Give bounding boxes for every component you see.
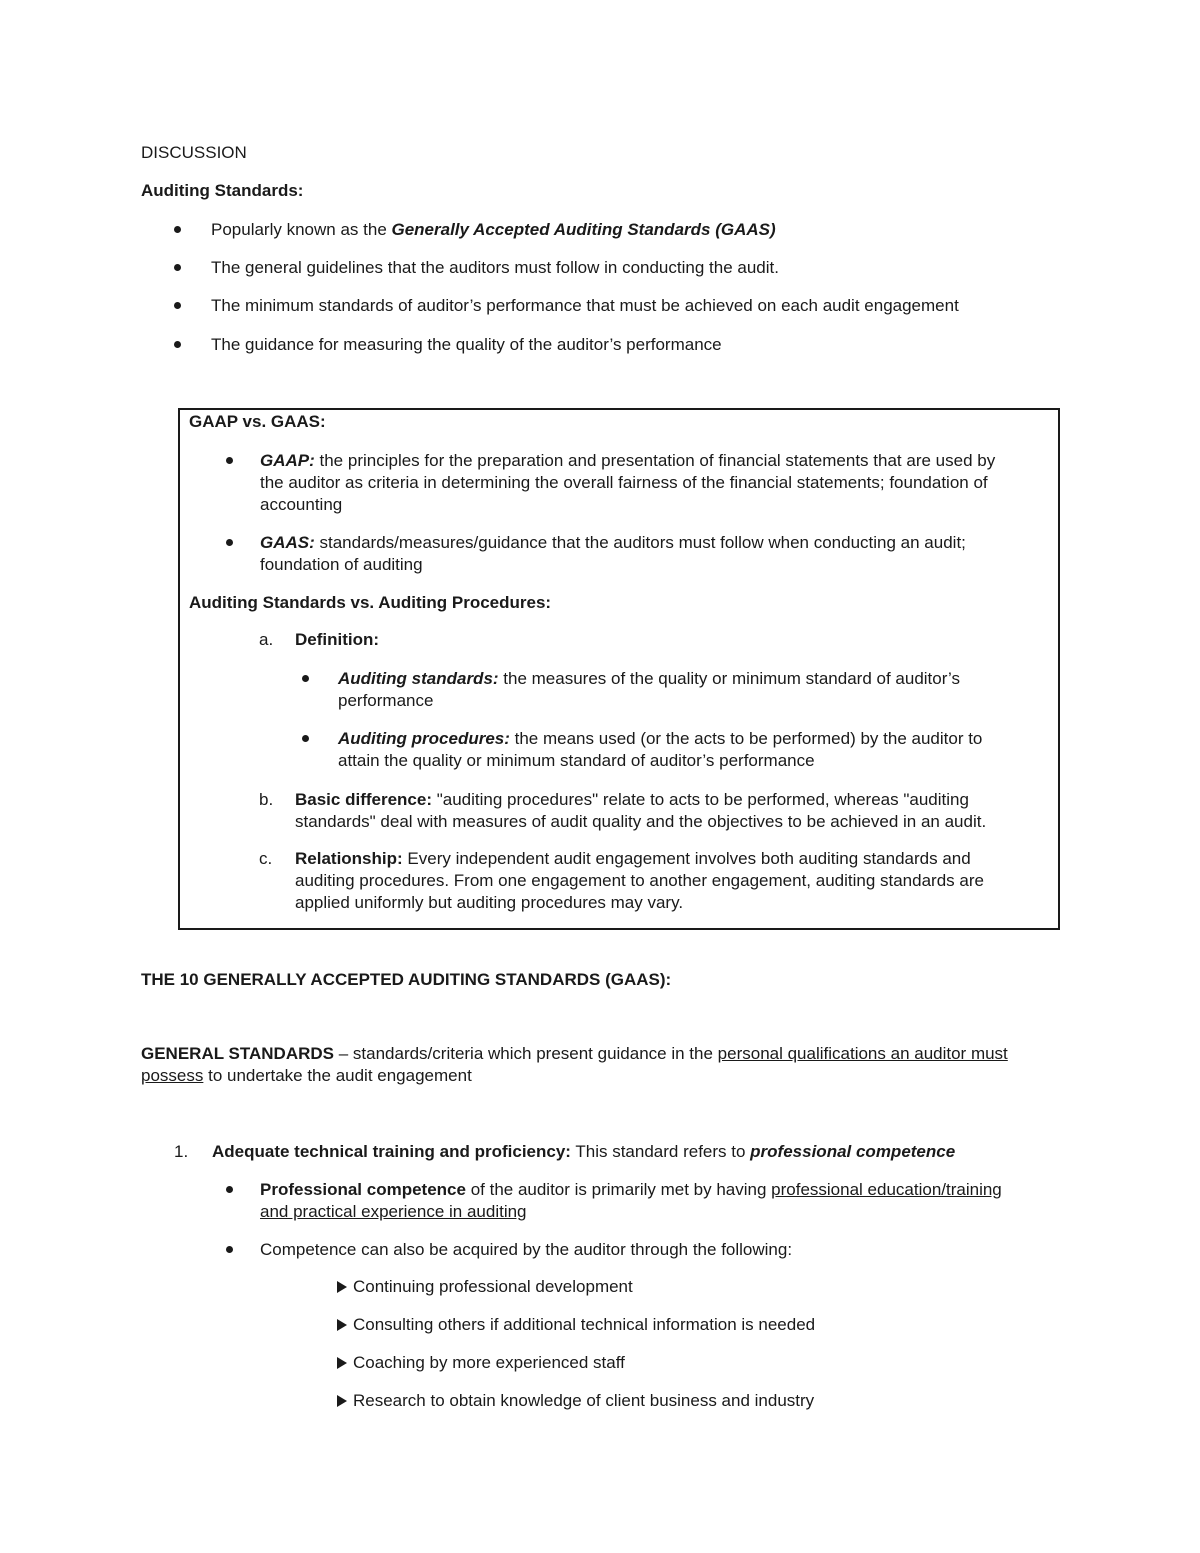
sub-item-1: Continuing professional development bbox=[353, 1277, 633, 1296]
definition-title: Definition: bbox=[295, 630, 380, 649]
relationship: Relationship: Every independent audit engagement involves both auditing standards and bbox=[295, 849, 971, 868]
ten-gaas-heading: THE 10 GENERALLY ACCEPTED AUDITING STANDARDS (GAAS): bbox=[141, 970, 672, 989]
standards-vs-procedures-heading: Auditing Standards vs. Auditing Procedures: bbox=[189, 593, 552, 612]
basic-difference: Basic difference: "auditing procedures" relate to acts to be performed, whereas "auditing bbox=[295, 790, 969, 809]
arrow-bullet-icon bbox=[337, 1319, 347, 1331]
auditing-standards-definition-line-2: performance bbox=[338, 691, 434, 710]
bullet-icon bbox=[226, 1186, 233, 1193]
bullet-icon bbox=[226, 1246, 233, 1253]
sub-item-2: Consulting others if additional technical information is needed bbox=[353, 1315, 816, 1334]
item-b-marker: b. bbox=[259, 790, 274, 809]
relationship-line-2: auditing procedures. From one engagement to another engagement, auditing standards are bbox=[295, 871, 984, 890]
bullet-icon bbox=[226, 457, 233, 464]
bullet-icon bbox=[174, 341, 181, 348]
auditing-procedures-definition-line-2: attain the quality or minimum standard of auditor’s performance bbox=[338, 751, 815, 770]
gaap-definition-line-3: accounting bbox=[260, 495, 343, 514]
standards-bullet-3: The minimum standards of auditor’s performance that must be achieved on each audit engagement bbox=[211, 296, 959, 315]
bullet-icon bbox=[174, 302, 181, 309]
discussion-label: DISCUSSION bbox=[141, 143, 247, 162]
general-standards-line-1: GENERAL STANDARDS – standards/criteria which present guidance in the personal qualifications an auditor must bbox=[141, 1044, 1008, 1063]
gaap-vs-gaas-heading: GAAP vs. GAAS: bbox=[189, 412, 326, 431]
item-c-marker: c. bbox=[259, 849, 273, 868]
auditing-procedures-definition: Auditing procedures: the means used (or the acts to be performed) by the auditor to bbox=[338, 729, 983, 748]
competence-acquired: Competence can also be acquired by the auditor through the following: bbox=[260, 1240, 793, 1259]
auditing-standards-heading: Auditing Standards: bbox=[141, 181, 304, 200]
arrow-bullet-icon bbox=[337, 1395, 347, 1407]
gaap-definition-line-2: the auditor as criteria in determining the overall fairness of the financial statements; foundation of bbox=[260, 473, 988, 492]
gaap-definition: GAAP: the principles for the preparation and presentation of financial statements that are used by bbox=[260, 451, 996, 470]
professional-competence-line-2: and practical experience in auditing bbox=[260, 1202, 527, 1221]
sub-item-4: Research to obtain knowledge of client business and industry bbox=[353, 1391, 815, 1410]
standards-bullet-1: Popularly known as the Generally Accepted Auditing Standards (GAAS) bbox=[211, 220, 776, 239]
arrow-bullet-icon bbox=[337, 1281, 347, 1293]
item-a-marker: a. bbox=[259, 630, 274, 649]
professional-competence: Professional competence of the auditor is primarily met by having professional education/training bbox=[260, 1180, 1002, 1199]
basic-difference-line-2: standards" deal with measures of audit quality and the objectives to be achieved in an audit. bbox=[295, 812, 987, 831]
item-1-title: Adequate technical training and proficiency: This standard refers to professional competence bbox=[212, 1142, 956, 1161]
standards-bullet-2: The general guidelines that the auditors must follow in conducting the audit. bbox=[211, 258, 779, 277]
sub-item-3: Coaching by more experienced staff bbox=[353, 1353, 625, 1372]
bullet-icon bbox=[174, 264, 181, 271]
gaas-definition-line-2: foundation of auditing bbox=[260, 555, 423, 574]
bullet-icon bbox=[302, 675, 309, 682]
auditing-standards-definition: Auditing standards: the measures of the quality or minimum standard of auditor’s bbox=[338, 669, 960, 688]
item-1-number: 1. bbox=[174, 1142, 189, 1161]
gaas-definition: GAAS: standards/measures/guidance that the auditors must follow when conducting an audit; bbox=[260, 533, 966, 552]
bullet-icon bbox=[226, 539, 233, 546]
standards-bullet-4: The guidance for measuring the quality of the auditor’s performance bbox=[211, 335, 722, 354]
arrow-bullet-icon bbox=[337, 1357, 347, 1369]
bullet-icon bbox=[302, 735, 309, 742]
general-standards-line-2: possess to undertake the audit engagement bbox=[141, 1066, 472, 1085]
relationship-line-3: applied uniformly but auditing procedures may vary. bbox=[295, 893, 684, 912]
bullet-icon bbox=[174, 226, 181, 233]
